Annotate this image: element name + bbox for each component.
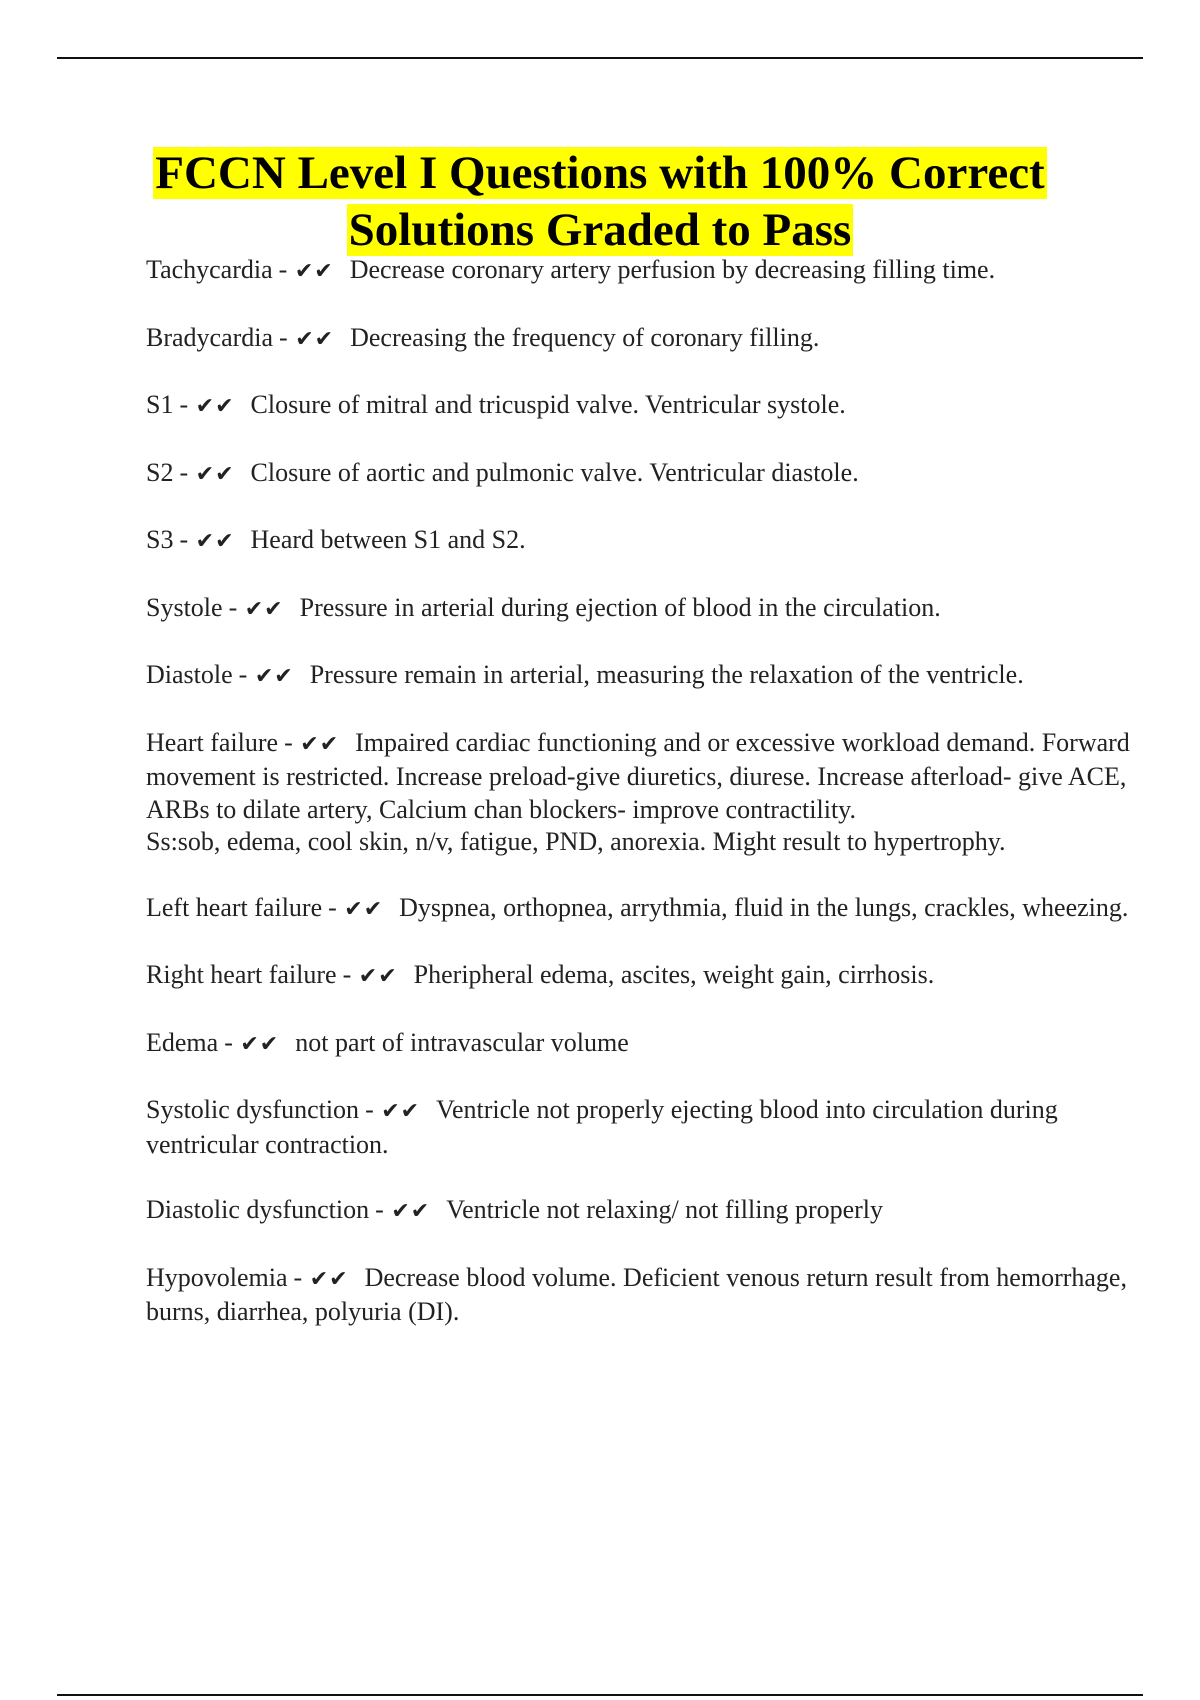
flashcard-entry (146, 1194, 1146, 1229)
entry-separator: - (365, 1095, 375, 1124)
entry-separator: - (179, 390, 190, 419)
title-line-1: FCCN Level I Questions with 100% Correct (155, 147, 1045, 199)
flashcard-entry (146, 659, 1146, 694)
entry-definition: Ventricle not properly ejecting blood into circulation during ventricular contraction. (146, 1095, 1058, 1159)
flashcard-list (146, 254, 1146, 1362)
entry-separator: - (279, 322, 289, 352)
document-title (60, 145, 1140, 259)
flashcard-entry (146, 524, 1146, 559)
flashcard-entry (146, 1027, 1146, 1062)
double-check-icon: ✔✔ (195, 394, 235, 419)
double-check-icon: ✔✔ (381, 1099, 421, 1124)
entry-term: S1 (146, 390, 174, 419)
double-check-icon: ✔✔ (240, 1031, 280, 1057)
entry-definition: Decrease blood volume. Deficient venous return result from hemorrhage, burns, diarrhea, polyuria (DI). (146, 1262, 1127, 1326)
flashcard-entry (146, 959, 1146, 994)
entry-separator: - (179, 457, 190, 487)
flashcard-entry (146, 1262, 1146, 1329)
entry-definition: Heard between S1 and S2. (250, 525, 526, 554)
entry-term: Systolic dysfunction (146, 1095, 360, 1124)
entry-definition: Pressure remain in arterial, measuring the relaxation of the ventricle. (309, 660, 1024, 689)
entry-definition: Closure of mitral and tricuspid valve. Ventricular systole. (250, 390, 846, 419)
entry-term: Heart failure (146, 727, 279, 757)
entry-separator: - (293, 1262, 304, 1292)
entry-definition: Decrease coronary artery perfusion by decreasing filling time. (349, 255, 996, 284)
double-check-icon: ✔✔ (294, 259, 334, 284)
top-rule (57, 57, 1143, 59)
entry-extra-note: Ss:sob, edema, cool skin, n/v, fatigue, PND, anorexia. Might result to hypertrophy. (146, 827, 1006, 856)
flashcard-entry (146, 389, 1146, 424)
flashcard-entry (146, 254, 1146, 289)
entry-separator: - (375, 1195, 385, 1224)
double-check-icon: ✔✔ (358, 964, 398, 989)
flashcard-entry (146, 727, 1146, 859)
entry-separator: - (224, 1027, 234, 1057)
entry-definition: Pressure in arterial during ejection of blood in the circulation. (299, 592, 941, 622)
flashcard-entry (146, 592, 1146, 627)
entry-term: Diastolic dysfunction (146, 1195, 370, 1224)
flashcard-entry (146, 322, 1146, 357)
entry-separator: - (342, 960, 353, 989)
entry-definition: not part of intravascular volume (295, 1027, 629, 1057)
entry-term: S3 (146, 525, 174, 554)
entry-separator: - (278, 255, 289, 284)
entry-definition: Closure of aortic and pulmonic valve. Ventricular diastole. (250, 457, 859, 487)
flashcard-entry (146, 457, 1146, 492)
double-check-icon: ✔✔ (254, 664, 294, 689)
entry-separator: - (328, 892, 338, 922)
entry-separator: - (228, 592, 239, 622)
entry-definition: Pheripheral edema, ascites, weight gain, cirrhosis. (413, 960, 935, 989)
entry-term: Left heart failure (146, 892, 323, 922)
entry-definition: Ventricle not relaxing/ not filling properly (446, 1195, 884, 1224)
entry-term: S2 (146, 457, 174, 487)
double-check-icon: ✔✔ (344, 896, 384, 922)
flashcard-entry (146, 1094, 1146, 1161)
entry-definition: Impaired cardiac functioning and or excessive workload demand. Forward movement is restricted. Increase preload-give diuretics, diurese. Increase afterload- give ACE, ARBs to dilate artery, Calcium chan blockers- improve contractility. (146, 727, 1130, 824)
flashcard-entry (146, 892, 1146, 927)
double-check-icon: ✔✔ (295, 326, 335, 352)
entry-term: Right heart failure (146, 960, 337, 989)
entry-term: Tachycardia (146, 255, 273, 284)
entry-term: Edema (146, 1027, 219, 1057)
entry-separator: - (179, 525, 190, 554)
title-line-2: Solutions Graded to Pass (348, 204, 852, 256)
entry-term: Hypovolemia (146, 1262, 288, 1292)
entry-definition: Decreasing the frequency of coronary filling. (350, 322, 820, 352)
entry-term: Diastole (146, 660, 233, 689)
bottom-rule (57, 1694, 1143, 1696)
entry-separator: - (238, 660, 249, 689)
entry-separator: - (284, 727, 294, 757)
double-check-icon: ✔✔ (195, 461, 235, 487)
double-check-icon: ✔✔ (391, 1199, 431, 1224)
double-check-icon: ✔✔ (300, 731, 340, 757)
entry-term: Systole (146, 592, 223, 622)
double-check-icon: ✔✔ (195, 529, 235, 554)
entry-definition: Dyspnea, orthopnea, arrythmia, fluid in the lungs, crackles, wheezing. (399, 892, 1129, 922)
entry-term: Bradycardia (146, 322, 274, 352)
double-check-icon: ✔✔ (309, 1266, 349, 1292)
double-check-icon: ✔✔ (244, 596, 284, 622)
